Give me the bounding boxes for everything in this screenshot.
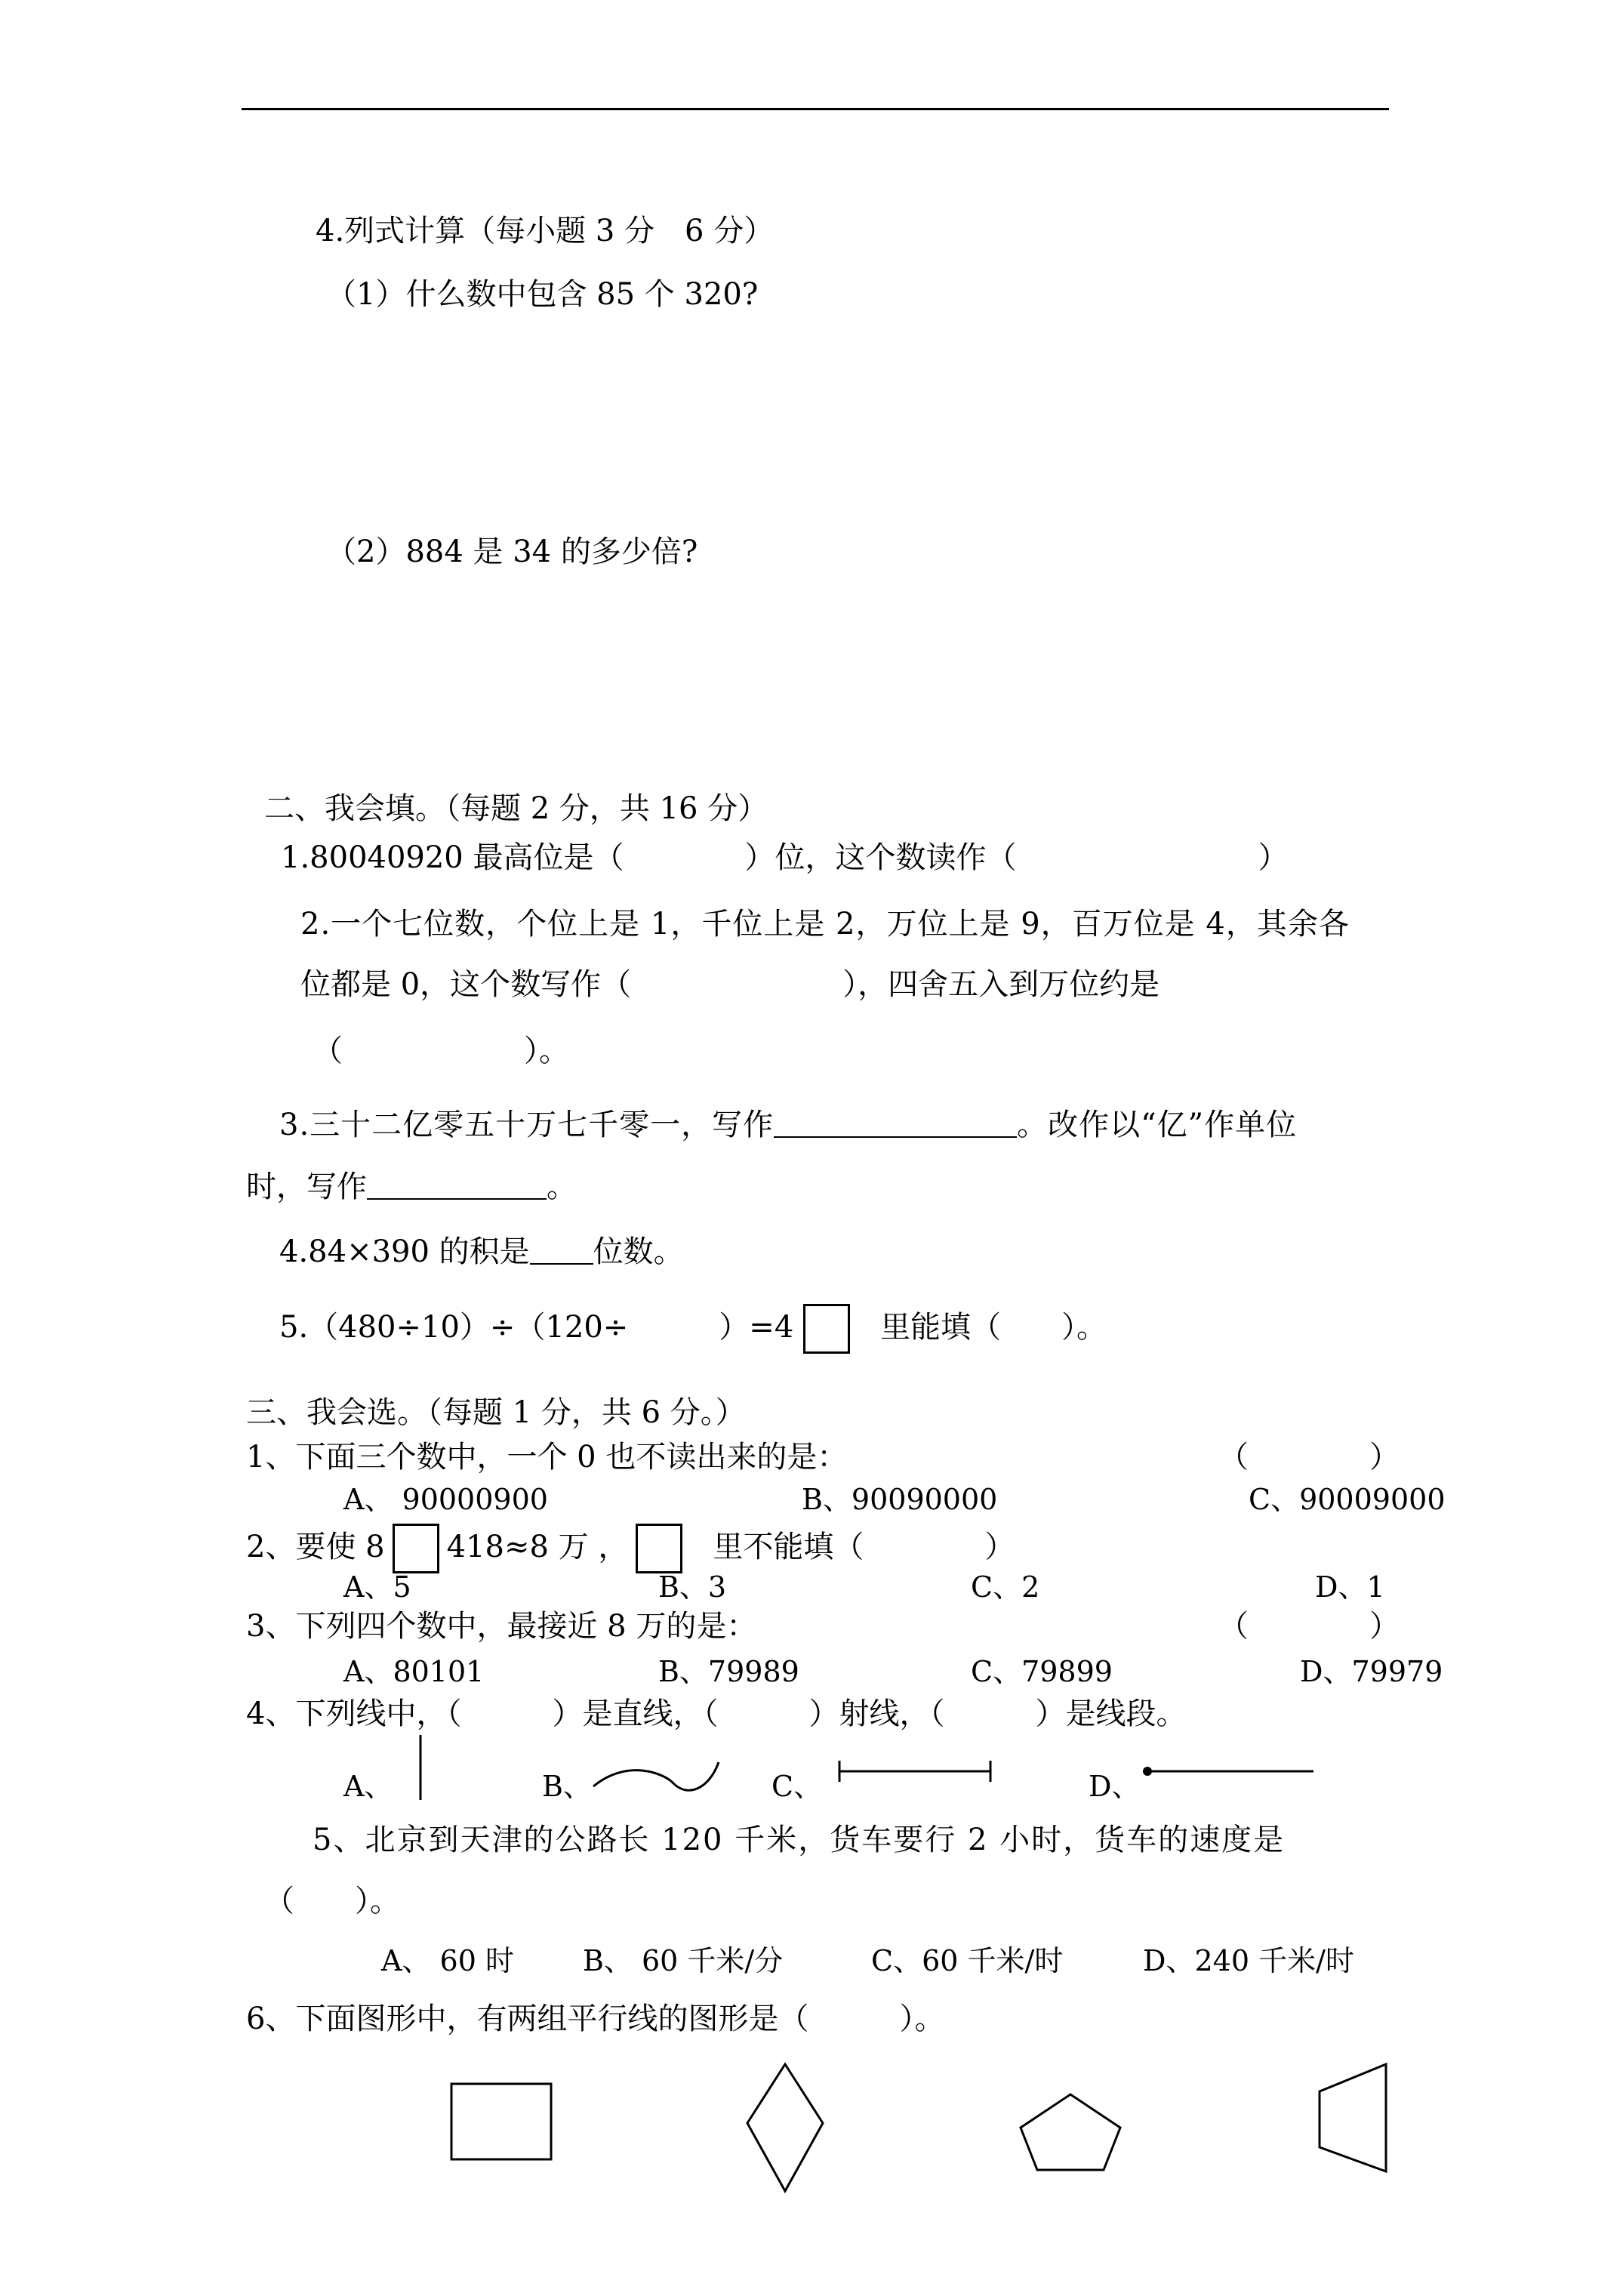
fill-question-5-text-b: 里能填（ ）。 <box>849 1310 1107 1345</box>
fill-question-3-text-b: 。改作以“亿”作单位 <box>1017 1108 1298 1142</box>
fill-question-4-text-b: 位数。 <box>593 1234 684 1269</box>
calc-question-2: （2）884 是 34 的多少倍? <box>326 535 698 569</box>
fill-question-1: 1.80040920 最高位是（ ）位，这个数读作（ ） <box>281 840 1289 875</box>
choice-question-6: 6、下面图形中，有两组平行线的图形是（ ）。 <box>246 2002 945 2036</box>
fill-question-4-text-a: 4.84×390 的积是 <box>279 1234 530 1269</box>
fill-section-title: 二、我会填。（每题 2 分，共 16 分） <box>264 791 768 826</box>
choice-question-3-paren: （ ） <box>1218 1609 1400 1644</box>
curve-figure <box>593 1762 719 1790</box>
choice-question-3: 3、下列四个数中，最接近 8 万的是： <box>246 1609 757 1644</box>
choice-1-option-b[interactable]: B、90090000 <box>802 1483 998 1516</box>
ray-endpoint-dot <box>1143 1767 1152 1776</box>
choice-3-option-d[interactable]: D、79979 <box>1300 1655 1443 1688</box>
choice-5-option-a[interactable]: A、 60 时 <box>381 1944 514 1977</box>
calc-question-1: （1）什么数中包含 85 个 320? <box>326 277 759 312</box>
choice-5-option-c[interactable]: C、60 千米/时 <box>871 1944 1064 1977</box>
choice-question-5-line-2: （ ）。 <box>264 1884 400 1918</box>
choice-question-4: 4、下列线中，（ ）是直线，（ ）射线，（ ）是线段。 <box>246 1697 1187 1731</box>
choice-3-option-b[interactable]: B、79989 <box>658 1655 799 1688</box>
choice-4-option-d[interactable]: D、 <box>1089 1770 1141 1803</box>
pentagon-shape <box>1021 2094 1120 2170</box>
choice-2-option-d[interactable]: D、1 <box>1315 1570 1385 1604</box>
fill-question-5-text-a: 5.（480÷10）÷（120÷ ）=4 <box>279 1310 803 1345</box>
choice-question-1-paren: （ ） <box>1218 1440 1400 1475</box>
choice-question-1: 1、下面三个数中，一个 0 也不读出来的是： <box>246 1440 848 1475</box>
fill-question-2-line-2: 位都是 0，这个数写作（ ），四舍五入到万位约是 <box>300 967 1160 1002</box>
choice-question-2-text-b: 418≈8 万 ， <box>446 1530 629 1564</box>
fill-question-3-text-a: 3.三十二亿零五十万七千零一，写作 <box>279 1108 775 1142</box>
fill-question-2-line-3: （ ）。 <box>313 1034 569 1068</box>
fill-question-3-text-d: 。 <box>547 1170 577 1204</box>
choice-2-option-c[interactable]: C、2 <box>971 1570 1040 1604</box>
fill-question-3-text-c: 时，写作 <box>246 1170 367 1204</box>
choice-5-option-d[interactable]: D、240 千米/时 <box>1143 1944 1354 1977</box>
choice-question-5-line-1: 5、北京到天津的公路长 120 千米，货车要行 2 小时，货车的速度是 <box>313 1823 1286 1857</box>
choice-2-option-b[interactable]: B、3 <box>658 1570 727 1604</box>
rectangle-shape <box>451 2084 551 2159</box>
choice-4-option-b[interactable]: B、 <box>542 1770 592 1803</box>
choice-question-2-text-c: 里不能填（ ） <box>713 1530 1015 1564</box>
choice-1-option-c[interactable]: C、90009000 <box>1249 1483 1446 1516</box>
choice-3-option-a[interactable]: A、80101 <box>343 1655 485 1688</box>
choice-2-option-a[interactable]: A、5 <box>343 1570 411 1604</box>
calc-section-title: 4.列式计算（每小题 3 分 6 分） <box>316 214 775 248</box>
choice-question-2-text-a: 2、要使 8 <box>246 1530 385 1564</box>
choice-3-option-c[interactable]: C、79899 <box>971 1655 1113 1688</box>
trapezoid-shape <box>1320 2064 1386 2171</box>
choice-1-option-a[interactable]: A、 90000900 <box>343 1483 548 1516</box>
choice-section-title: 三、我会选。（每题 1 分，共 6 分。） <box>246 1395 746 1430</box>
choice-4-option-a[interactable]: A、 <box>343 1770 393 1803</box>
choice-5-option-b[interactable]: B、 60 千米/分 <box>583 1944 784 1977</box>
rhombus-shape <box>747 2064 823 2191</box>
choice-4-option-c[interactable]: C、 <box>771 1770 823 1803</box>
fill-question-2-line-1: 2.一个七位数，个位上是 1，千位上是 2，万位上是 9，百万位是 4，其余各 <box>300 907 1350 942</box>
